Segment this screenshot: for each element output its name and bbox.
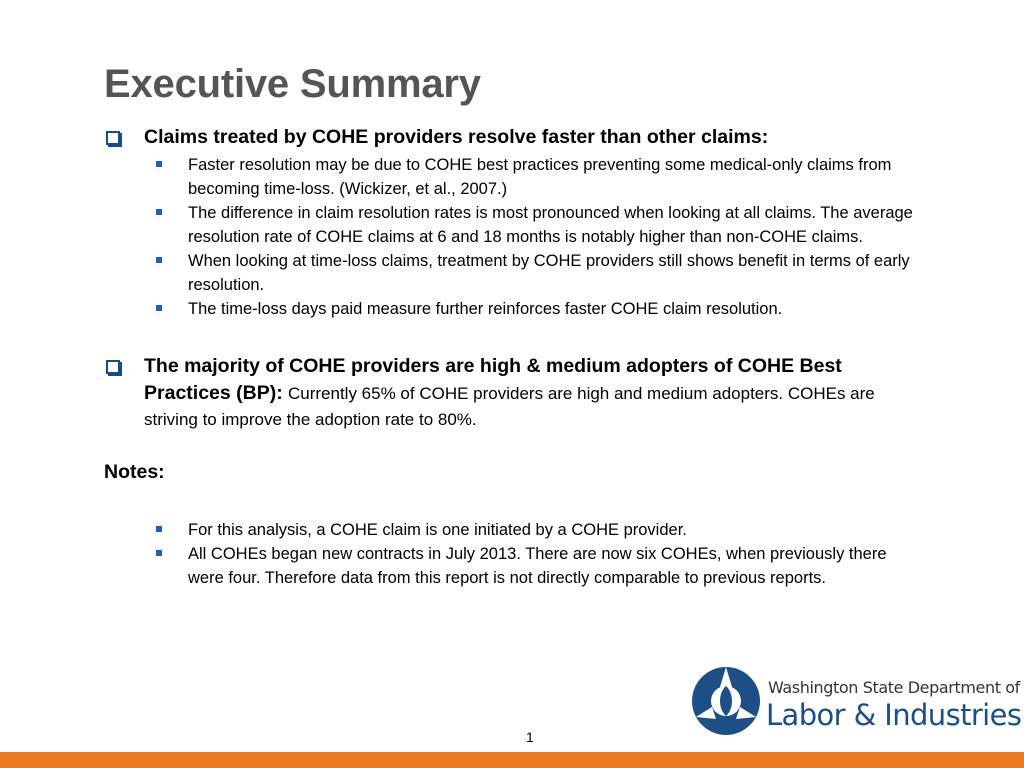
main-point-heading: Claims treated by COHE providers resolve faster than other claims: (144, 126, 769, 148)
notes-heading: Notes: (104, 461, 165, 483)
list-item (144, 153, 924, 201)
logo-line-1: Washington State Department of (768, 678, 1020, 697)
list-item-text: For this analysis, a COHE claim is one initiated by a COHE provider. (188, 521, 687, 539)
list-item-text: All COHEs began new contracts in July 2013. There are now six COHEs, when previously there were four. Therefore data from this report is not directly comparable to previous reports. (188, 545, 887, 587)
notes-list (144, 518, 924, 590)
logo-emblem-icon (690, 665, 762, 737)
slide-content (104, 124, 924, 590)
checkbox-bullet-icon (106, 360, 120, 374)
list-item (144, 518, 924, 542)
square-bullet-icon (156, 550, 162, 556)
main-point-text: Currently 65% of COHE providers are high and medium adopters. COHEs are striving to improve the adoption rate to 80%. (144, 384, 875, 429)
square-bullet-icon (156, 526, 162, 532)
list-item-text: When looking at time-loss claims, treatment by COHE providers still shows benefit in terms of early resolution. (188, 252, 910, 294)
page-number: 1 (526, 729, 534, 745)
list-item (144, 201, 924, 249)
main-point-heading: The majority of COHE providers are high & medium adopters of COHE Best Practices (BP): (144, 355, 842, 404)
list-item (144, 542, 924, 590)
list-item-text: The difference in claim resolution rates is most pronounced when looking at all claims. The average resolution rate of COHE claims at 6 and 18 months is notably higher than non-COHE claims. (188, 204, 913, 246)
slide-title: Executive Summary (104, 62, 481, 106)
main-point-1 (104, 124, 924, 151)
logo-line-2: Labor & Industries (766, 698, 1022, 732)
checkbox-bullet-icon (106, 131, 120, 145)
list-item (144, 297, 924, 321)
list-item-text: The time-loss days paid measure further reinforces faster COHE claim resolution. (188, 300, 783, 318)
square-bullet-icon (156, 305, 162, 311)
square-bullet-icon (156, 161, 162, 167)
main-point-2 (104, 353, 924, 433)
square-bullet-icon (156, 257, 162, 263)
footer-bar (0, 752, 1024, 768)
list-item (144, 249, 924, 297)
agency-logo (690, 665, 1022, 737)
square-bullet-icon (156, 209, 162, 215)
sub-bullet-list (144, 153, 924, 321)
list-item-text: Faster resolution may be due to COHE best practices preventing some medical-only claims from becoming time-loss. (Wickizer, et al., 2007.) (188, 156, 892, 198)
